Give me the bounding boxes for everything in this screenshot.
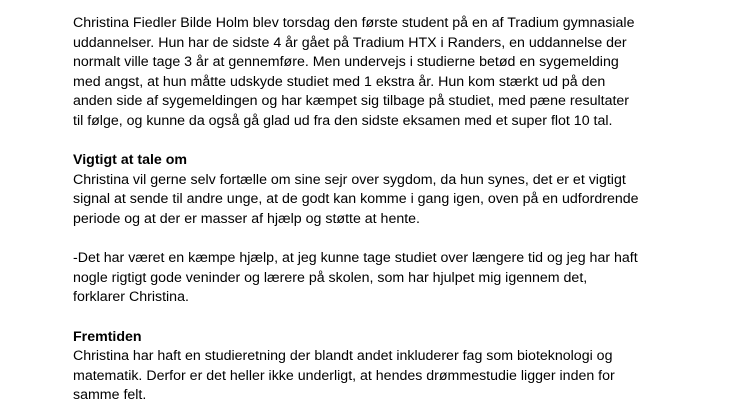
- section-heading-vigtigt: Vigtigt at tale om: [73, 152, 188, 169]
- quote-paragraph: -Det har været en kæmpe hjælp, at jeg kunne tage studiet over længere tid og jeg har haft nogle rigtigt gode veninder og lærere på skolen, som har hjulpet mig igennem det, forklarer Christina.: [73, 250, 638, 306]
- paragraph-spacer: [73, 308, 713, 328]
- paragraph-spacer: [73, 230, 713, 250]
- paragraph-spacer: [73, 132, 713, 152]
- document-body: [73, 14, 713, 406]
- section-paragraph-vigtigt: Christina vil gerne selv fortælle om sine sejr over sygdom, da hun synes, det er et vigtigt signal at sende til andre unge, at de godt kan komme i gang igen, oven på en udfordrende periode og at der er masser af hjælp og støtte at hente.: [73, 171, 639, 227]
- section-paragraph-fremtiden: Christina har haft en studieretning der blandt andet inkluderer fag som bioteknologi og matematik. Derfor er det heller ikke underligt, at hendes drømmestudie ligger inden for samme felt.: [73, 348, 615, 404]
- section-heading-fremtiden: Fremtiden: [73, 328, 142, 345]
- intro-paragraph: Christina Fiedler Bilde Holm blev torsdag den første student på en af Tradium gymnasiale uddannelser. Hun har de sidste 4 år gået på Tradium HTX i Randers, en uddannelse der normalt ville tage 3 år at gennemføre. Men undervejs i studierne betød en sygemelding med angst, at hun måtte udskyde studiet med 1 ekstra år. Hun kom stærkt ud på den anden side af sygemeldingen og har kæmpet sig tilbage på studiet, med pæne resultater til følge, og kunne da også gå glad ud fra den sidste eksamen med et super flot 10 tal.: [73, 15, 635, 129]
